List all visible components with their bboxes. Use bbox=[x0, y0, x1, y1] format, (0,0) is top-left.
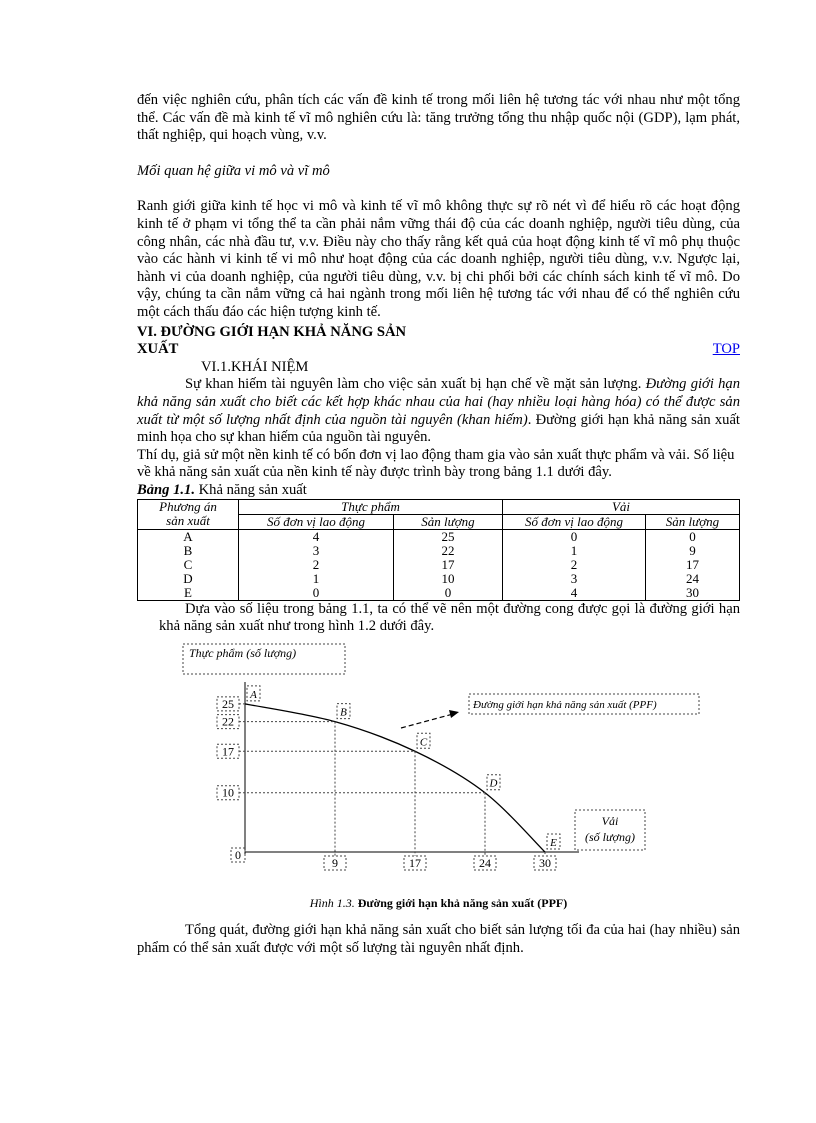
figure-caption-title: Đường giới hạn khả năng sản xuất (PPF) bbox=[357, 896, 568, 911]
cell-cloth-labor: 3 bbox=[503, 572, 646, 586]
point-label-d: D bbox=[489, 777, 498, 790]
cell-plan: E bbox=[138, 586, 239, 601]
relation-paragraph: Ranh giới giữa kinh tế học vi mô và kinh tế vĩ mô không thực sự rõ nét vì để hiểu rõ các hoạt động kinh tế ở phạm vi tổng thể ta cần phải nắm vững thái độ của các doanh nghiệp, người tiêu dùng, của công nhân, các nhà đầu tư, v.v. Điều này cho thấy rằng kết quả của hoạt động kinh tế vĩ mô phụ thuộc vào các hành vi kinh tế vi mô như hoạt động của các doanh nghiệp, người tiêu dùng, v.v. Ngược lại, hành vi của doanh nghiệp, của người tiêu dùng, v.v. bị chi phối bởi các chính sách kinh tế vĩ mô. Do vậy, chúng ta cần nắm vững cả hai ngành trong mối liên hệ tương tác với nhau để có thể nghiên cứu một cách thấu đáo các hiện tượng kinh tế. bbox=[137, 198, 740, 320]
cell-cloth-labor: 2 bbox=[503, 558, 646, 572]
x-tick-label: 30 bbox=[539, 856, 551, 871]
cell-food-output: 0 bbox=[394, 586, 503, 601]
cell-food-output: 10 bbox=[394, 572, 503, 586]
cell-plan: B bbox=[138, 544, 239, 558]
y-tick-label: 17 bbox=[222, 744, 234, 759]
curve-paragraph: Dựa vào số liệu trong bảng 1.1, ta có thể vẽ nên một đường cong được gọi là đường giới hạn khả năng sản xuất như trong hình 1.2 dưới đây. bbox=[159, 600, 740, 635]
figure-caption-prefix: Hình 1.3. bbox=[309, 896, 358, 911]
concept-text-end: . Đường giới hạn khả năng sản xuất minh họa cho sự khan hiếm của nguồn tài nguyên. bbox=[137, 411, 740, 446]
cell-food-labor: 1 bbox=[239, 572, 394, 586]
table-row bbox=[138, 558, 740, 572]
cell-cloth-output: 0 bbox=[646, 529, 740, 544]
section-heading bbox=[137, 324, 740, 359]
cell-plan: A bbox=[138, 529, 239, 544]
cell-cloth-output: 9 bbox=[646, 544, 740, 558]
x-axis-label-line2: (số lượng) bbox=[585, 830, 635, 845]
cell-plan: D bbox=[138, 572, 239, 586]
cell-cloth-labor: 0 bbox=[503, 529, 646, 544]
concept-definition: Đường giới hạn khả năng sản xuất cho biết các kết hợp khác nhau của hai (hay nhiều loại hàng hóa) có thể được sản xuất từ một số lượng nhất định của nguồn tài nguyên (khan hiếm) bbox=[137, 376, 741, 428]
cloth-output-header: Sản lượng bbox=[646, 514, 740, 529]
arrow-head-icon bbox=[449, 710, 459, 718]
y-axis-label: Thực phẩm (số lượng) bbox=[189, 646, 297, 661]
subheading-micro-macro: Mối quan hệ giữa vi mô và vĩ mô bbox=[137, 162, 330, 179]
document-page bbox=[137, 92, 740, 957]
concept-paragraph bbox=[137, 376, 740, 446]
curve-label: Đường giới hạn khả năng sản xuất (PPF) bbox=[473, 699, 657, 712]
cell-cloth-output: 30 bbox=[646, 586, 740, 601]
section-title-line2: XUẤT bbox=[137, 341, 179, 358]
food-labor-header: Số đơn vị lao động bbox=[239, 514, 394, 529]
cell-food-output: 17 bbox=[394, 558, 503, 572]
cell-food-labor: 3 bbox=[239, 544, 394, 558]
cell-food-output: 22 bbox=[394, 544, 503, 558]
production-table bbox=[137, 499, 740, 601]
x-tick-label: 9 bbox=[332, 856, 338, 871]
cell-food-output: 25 bbox=[394, 529, 503, 544]
y-tick-label: 10 bbox=[222, 785, 234, 800]
point-label-e: E bbox=[550, 837, 557, 850]
cell-cloth-output: 17 bbox=[646, 558, 740, 572]
intro-text: đến việc nghiên cứu, phân tích các vấn đề kinh tế trong mối liên hệ tương tác với nhau như một tổng thể. Các vấn đề mà kinh tế vĩ mô nghiên cứu là: tăng trưởng tổng thu nhập quốc nội (GDP), lạm phát, thất nghiệp, qui hoạch vùng, v.v. bbox=[137, 92, 740, 144]
x-axis-label-line1: Vải bbox=[601, 814, 619, 829]
subsection-title: VI.1.KHÁI NIỆM bbox=[201, 358, 309, 375]
col-plan-line2: sản xuất bbox=[166, 513, 210, 529]
point-label-a: A bbox=[250, 688, 257, 701]
table-caption-text: Khả năng sản xuất bbox=[194, 481, 307, 498]
point-label-b: B bbox=[340, 706, 347, 719]
cell-food-labor: 0 bbox=[239, 586, 394, 601]
origin-label: 0 bbox=[235, 848, 241, 863]
table-row bbox=[138, 572, 740, 586]
concept-text-start: Sự khan hiếm tài nguyên làm cho việc sản xuất bị hạn chế về mặt sản lượng. bbox=[185, 376, 646, 393]
cell-plan: C bbox=[138, 558, 239, 572]
cell-food-labor: 4 bbox=[239, 529, 394, 544]
table-caption bbox=[137, 482, 740, 499]
table-caption-label: Bảng 1.1. bbox=[137, 481, 195, 498]
top-link[interactable]: TOP bbox=[712, 341, 740, 358]
cell-food-labor: 2 bbox=[239, 558, 394, 572]
x-tick-label: 24 bbox=[479, 856, 491, 871]
group-cloth-header: Vải bbox=[503, 499, 740, 514]
cloth-labor-header: Số đơn vị lao động bbox=[503, 514, 646, 529]
example-paragraph: Thí dụ, giả sử một nền kinh tế có bốn đơn vị lao động tham gia vào sản xuất thực phẩm và vải. Số liệu về khả năng sản xuất của nền kinh tế này được trình bày trong bảng 1.1 dưới đây. bbox=[137, 446, 735, 481]
food-output-header: Sản lượng bbox=[394, 514, 503, 529]
x-tick-label: 17 bbox=[409, 856, 421, 871]
intro-paragraph bbox=[137, 92, 740, 145]
summary-paragraph: Tổng quát, đường giới hạn khả năng sản xuất cho biết sản lượng tối đa của hai (hay nhiều) sản phẩm có thể sản xuất được với một số lượng tài nguyên nhất định. bbox=[137, 922, 740, 956]
cell-cloth-output: 24 bbox=[646, 572, 740, 586]
y-tick-label: 25 bbox=[222, 696, 234, 711]
table-row bbox=[138, 586, 740, 601]
col-plan-line1: Phương án bbox=[159, 499, 217, 515]
y-tick-label: 22 bbox=[222, 714, 234, 729]
point-label-c: C bbox=[419, 736, 428, 749]
curve-label-arrow bbox=[401, 714, 453, 728]
ppf-chart bbox=[137, 642, 740, 900]
section-title-line1: VI. ĐƯỜNG GIỚI HẠN KHẢ NĂNG SẢN bbox=[137, 323, 407, 340]
group-food-header: Thực phẩm bbox=[239, 499, 503, 514]
cell-cloth-labor: 1 bbox=[503, 544, 646, 558]
ppf-figure bbox=[137, 642, 740, 900]
table-row bbox=[138, 544, 740, 558]
chart-frame bbox=[183, 644, 699, 850]
col-plan-header bbox=[138, 499, 239, 529]
cell-cloth-labor: 4 bbox=[503, 586, 646, 601]
table-row bbox=[138, 529, 740, 544]
